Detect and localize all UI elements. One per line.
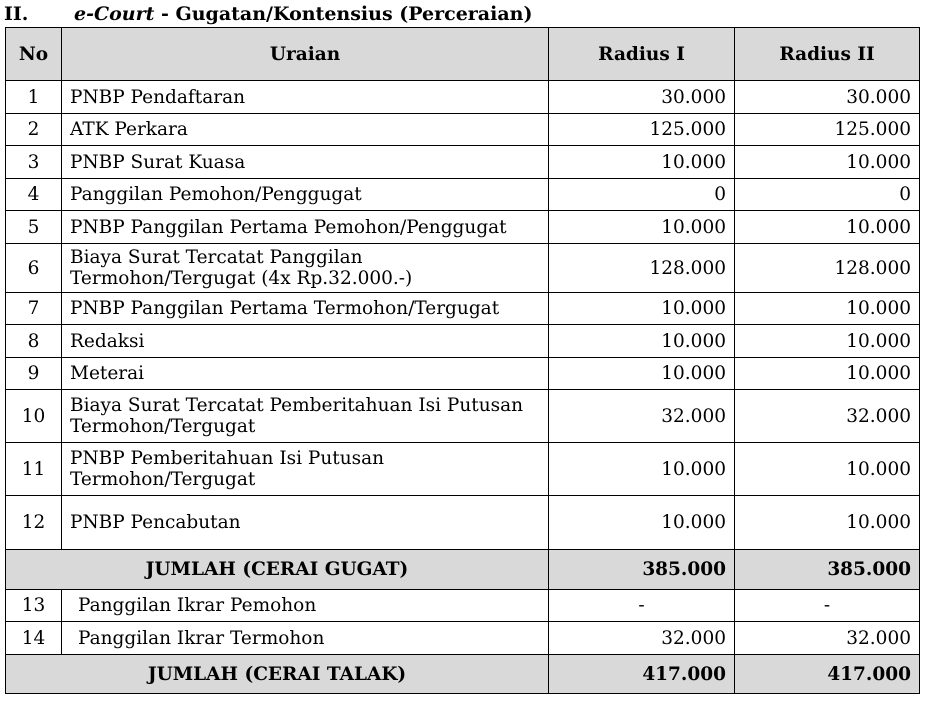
total-row-cerai-gugat [6, 550, 920, 590]
total-radius-2: 417.000 [735, 655, 920, 694]
row-description: Biaya Surat Tercatat Panggilan Termohon/Tergugat (4x Rp.32.000.-) [62, 244, 549, 293]
row-description: PNBP Panggilan Pertama Pemohon/Penggugat [62, 211, 549, 244]
table-row [6, 590, 920, 622]
row-description: PNBP Pencabutan [62, 496, 549, 550]
row-description: Redaksi [62, 325, 549, 358]
row-description: PNBP Pendaftaran [62, 81, 549, 114]
row-number: 10 [6, 390, 62, 443]
total-row-cerai-talak [6, 655, 920, 694]
row-number: 9 [6, 358, 62, 390]
row-number: 12 [6, 496, 62, 550]
row-radius-1: 10.000 [549, 211, 735, 244]
row-number: 3 [6, 146, 62, 179]
row-description: ATK Perkara [62, 114, 549, 146]
row-radius-2: 0 [735, 179, 920, 211]
row-number: 13 [6, 590, 62, 622]
row-radius-2: 10.000 [735, 443, 920, 496]
total-radius-1: 417.000 [549, 655, 735, 694]
row-number: 5 [6, 211, 62, 244]
row-radius-1: 32.000 [549, 622, 735, 655]
row-number: 14 [6, 622, 62, 655]
total-label: JUMLAH (CERAI TALAK) [6, 655, 549, 694]
section-title: - Gugatan/Kontensius (Perceraian) [154, 3, 533, 25]
row-radius-1: - [549, 590, 735, 622]
row-number: 6 [6, 244, 62, 293]
table-row [6, 293, 920, 325]
fee-table [5, 27, 920, 694]
total-radius-2: 385.000 [735, 550, 920, 590]
header-no: No [6, 28, 62, 81]
total-label: JUMLAH (CERAI GUGAT) [6, 550, 549, 590]
row-radius-2: 10.000 [735, 211, 920, 244]
row-number: 2 [6, 114, 62, 146]
table-row [6, 358, 920, 390]
table-row [6, 325, 920, 358]
row-radius-1: 10.000 [549, 358, 735, 390]
row-radius-1: 0 [549, 179, 735, 211]
row-radius-2: 32.000 [735, 622, 920, 655]
row-radius-1: 10.000 [549, 293, 735, 325]
row-radius-2: 128.000 [735, 244, 920, 293]
row-description: PNBP Pemberitahuan Isi Putusan Termohon/Tergugat [62, 443, 549, 496]
table-row [6, 622, 920, 655]
header-uraian: Uraian [62, 28, 549, 81]
row-radius-2: 32.000 [735, 390, 920, 443]
table-row [6, 179, 920, 211]
total-radius-1: 385.000 [549, 550, 735, 590]
row-radius-2: - [735, 590, 920, 622]
row-radius-2: 10.000 [735, 325, 920, 358]
row-radius-2: 10.000 [735, 496, 920, 550]
row-number: 7 [6, 293, 62, 325]
row-description: Panggilan Pemohon/Penggugat [62, 179, 549, 211]
row-description: PNBP Surat Kuasa [62, 146, 549, 179]
header-radius-1: Radius I [549, 28, 735, 81]
row-description: Biaya Surat Tercatat Pemberitahuan Isi Putusan Termohon/Tergugat [62, 390, 549, 443]
section-number: II. [4, 3, 29, 25]
table-row [6, 496, 920, 550]
row-description: Panggilan Ikrar Termohon [62, 622, 549, 655]
table-row [6, 81, 920, 114]
table-row [6, 211, 920, 244]
header-radius-2: Radius II [735, 28, 920, 81]
table-row [6, 146, 920, 179]
row-description: Panggilan Ikrar Pemohon [62, 590, 549, 622]
row-radius-1: 10.000 [549, 496, 735, 550]
table-body [6, 81, 920, 694]
row-number: 4 [6, 179, 62, 211]
row-radius-1: 30.000 [549, 81, 735, 114]
row-number: 1 [6, 81, 62, 114]
row-description: Meterai [62, 358, 549, 390]
table-header-row [6, 28, 920, 81]
row-description: PNBP Panggilan Pertama Termohon/Tergugat [62, 293, 549, 325]
row-radius-1: 10.000 [549, 443, 735, 496]
row-radius-2: 10.000 [735, 358, 920, 390]
table-row [6, 114, 920, 146]
table-row [6, 390, 920, 443]
row-number: 8 [6, 325, 62, 358]
section-heading [4, 3, 532, 25]
row-radius-1: 128.000 [549, 244, 735, 293]
row-radius-1: 32.000 [549, 390, 735, 443]
row-radius-2: 10.000 [735, 293, 920, 325]
row-radius-2: 10.000 [735, 146, 920, 179]
table-row [6, 443, 920, 496]
row-radius-1: 10.000 [549, 325, 735, 358]
row-radius-2: 30.000 [735, 81, 920, 114]
row-radius-1: 10.000 [549, 146, 735, 179]
section-title-emphasis: e-Court [74, 3, 155, 25]
table-row [6, 244, 920, 293]
row-radius-2: 125.000 [735, 114, 920, 146]
row-radius-1: 125.000 [549, 114, 735, 146]
row-number: 11 [6, 443, 62, 496]
